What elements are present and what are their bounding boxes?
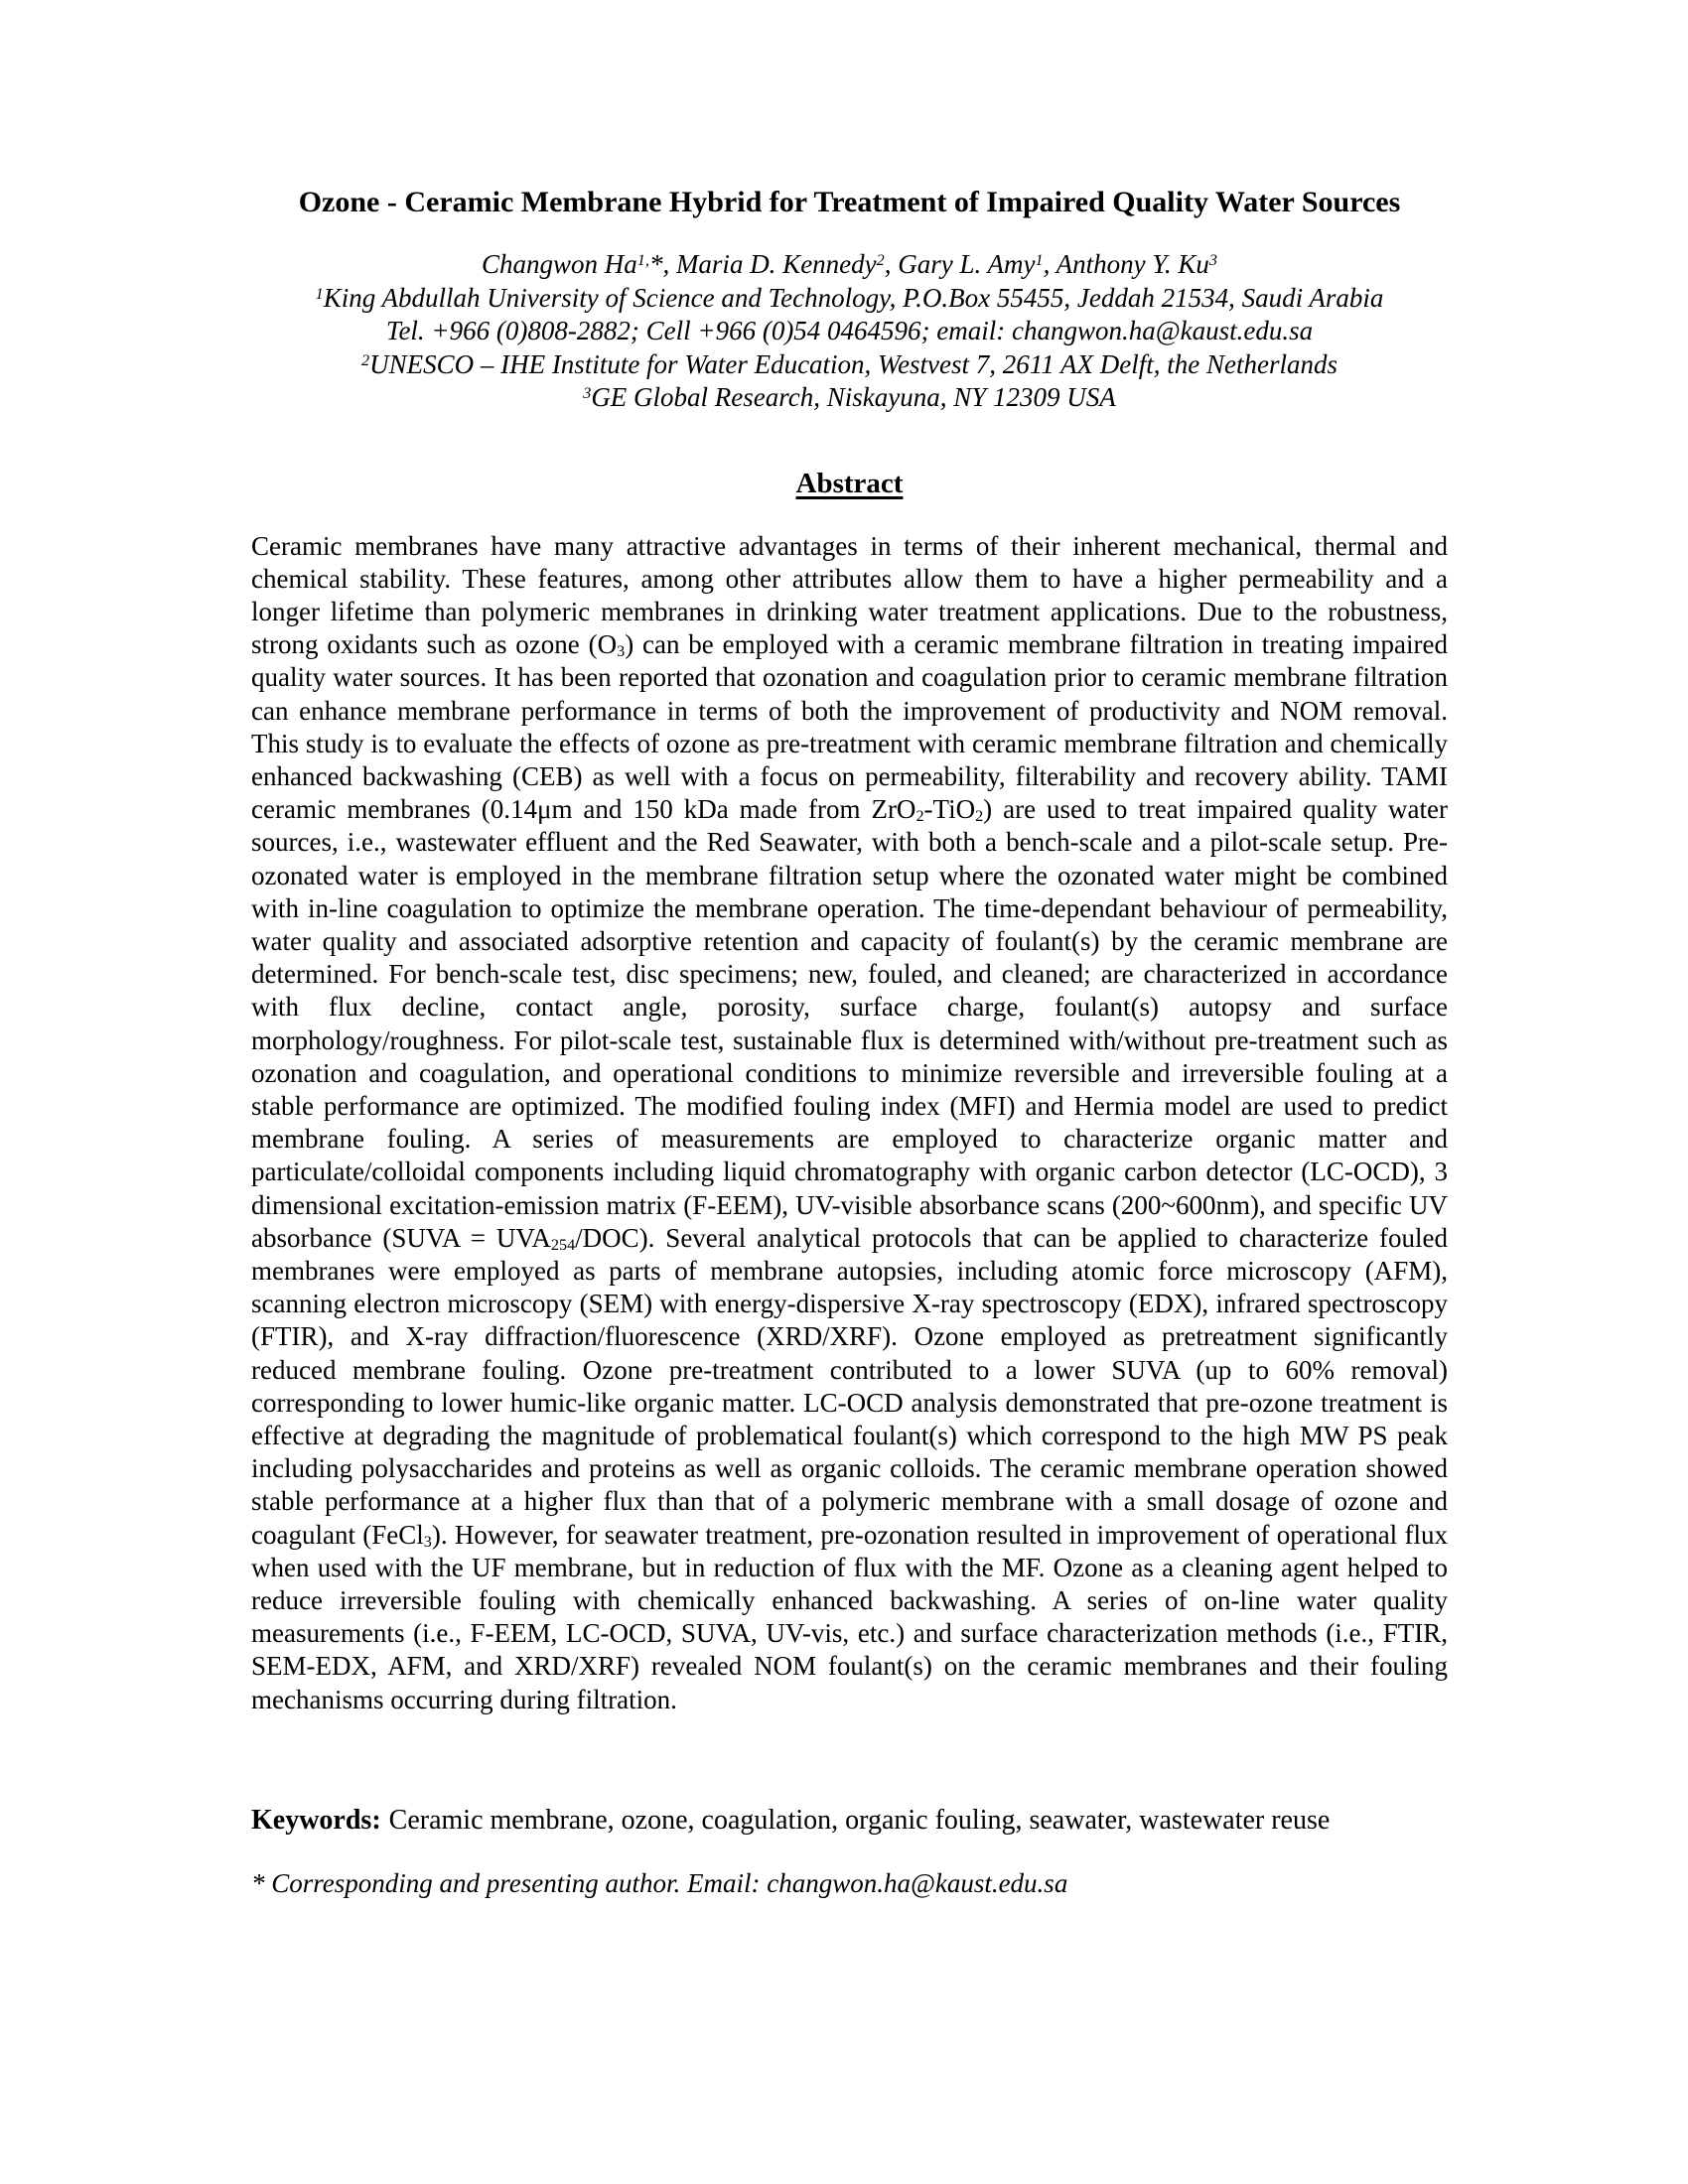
affiliation-line: $^3$GE Global Research, Niskayuna, NY 12309 USA xyxy=(583,382,1116,412)
author-affiliation-block xyxy=(251,248,1448,415)
affiliation-line: $^1$King Abdullah University of Science and Technology, P.O.Box 55455, Jeddah 21534, Saudi Arabia xyxy=(315,282,1384,313)
affiliation-line: Tel. +966 (0)808-2882; Cell +966 (0)54 0464596; email: changwon.ha@kaust.edu.sa xyxy=(385,316,1314,345)
corresponding-author-footnote: * Corresponding and presenting author. Email: changwon.ha@kaust.edu.sa xyxy=(251,1867,1068,1898)
page-content xyxy=(251,185,1448,1900)
paper-title: Ozone - Ceramic Membrane Hybrid for Treatment of Impaired Quality Water Sources xyxy=(298,186,1401,218)
abstract-paragraph: Ceramic membranes have many attractive advantages in terms of their inherent mechanical, thermal and chemical stability. These features, among other attributes allow them to have a higher permeability and a longer lifetime than polymeric membranes in drinking water treatment applications. Due to the robustness, strong oxidants such as ozone $(O_3)$ can be employed with a ceramic membrane filtration in treating impaired quality water sources. It has been reported that ozonation and coagulation prior to ceramic membrane filtration can enhance membrane performance in terms of both the improvement of productivity and NOM removal. This study is to evaluate the effects of ozone as pre-treatment with ceramic membrane filtration and chemically enhanced backwashing (CEB) as well with a focus on permeability, filterability and recovery ability. TAMI ceramic membranes (0.14μm and 150 kDa made from ZrO$_2$-TiO$_2$) are used to treat impaired quality water sources, i.e., wastewater effluent and the Red Seawater, with both a bench-scale and a pilot-scale setup. Pre-ozonated water is employed in the membrane filtration setup where the ozonated water might be combined with in-line coagulation to optimize the membrane operation. The time-dependant behaviour of permeability, water quality and associated adsorptive retention and capacity of foulant(s) by the ceramic membrane are determined. For bench-scale test, disc specimens; new, fouled, and cleaned; are characterized in accordance with flux decline, contact angle, porosity, surface charge, foulant(s) autopsy and surface morphology/roughness. For pilot-scale test, sustainable flux is determined with/without pre-treatment such as ozonation and coagulation, and operational conditions to minimize reversible and irreversible fouling at a stable performance are optimized. The modified fouling index (MFI) and Hermia model are used to predict membrane fouling. A series of measurements are employed to characterize organic matter and particulate/colloidal components including liquid chromatography with organic carbon detector (LC-OCD), 3 dimensional excitation-emission matrix (F-EEM), UV-visible absorbance scans (200~600nm), and specific UV absorbance (SUVA = $UVA_{254}/DOC$). Several analytical protocols that can be applied to characterize fouled membranes were employed as parts of membrane autopsies, including atomic force microscopy (AFM), scanning electron microscopy (SEM) with energy-dispersive X-ray spectroscopy (EDX), infrared spectroscopy (FTIR), and X-ray diffraction/fluorescence (XRD/XRF). Ozone employed as pretreatment significantly reduced membrane fouling. Ozone pre-treatment contributed to a lower SUVA (up to 60% removal) corresponding to lower humic-like organic matter. LC-OCD analysis demonstrated that pre-ozone treatment is effective at degrading the magnitude of problematical foulant(s) which correspond to the high MW PS peak including polysaccharides and proteins as well as organic colloids. The ceramic membrane operation showed stable performance at a higher flux than that of a polymeric membrane with a small dosage of ozone and coagulant (FeCl$_3$). However, for seawater treatment, pre-ozonation resulted in improvement of operational flux when used with the UF membrane, but in reduction of flux with the MF. Ozone as a cleaning agent helped to reduce irreversible fouling with chemically enhanced backwashing. A series of on-line water quality measurements (i.e., F-EEM, LC-OCD, SUVA, UV-vis, etc.) and surface characterization methods (i.e., FTIR, SEM-EDX, AFM, and XRD/XRF) revealed NOM foulant(s) on the ceramic membranes and their fouling mechanisms occurring during filtration. xyxy=(251,530,1448,1714)
keywords-label: Keywords: xyxy=(251,1804,381,1836)
keywords-text: Ceramic membrane, ozone, coagulation, organic fouling, seawater, wastewater reuse xyxy=(388,1804,1331,1836)
abstract-heading: Abstract xyxy=(795,467,904,499)
affiliation-list xyxy=(251,282,1448,415)
keywords-line xyxy=(251,1804,1448,1838)
affiliation-line: $^2$UNESCO – IHE Institute for Water Education, Westvest 7, 2611 AX Delft, the Netherlands xyxy=(360,348,1337,379)
authors-line: Changwon $Ha^{1,}*$, Maria D. Kennedy$^2$, Gary L. Amy$^1$, Anthony Y. Ku$^3$ xyxy=(482,249,1217,279)
